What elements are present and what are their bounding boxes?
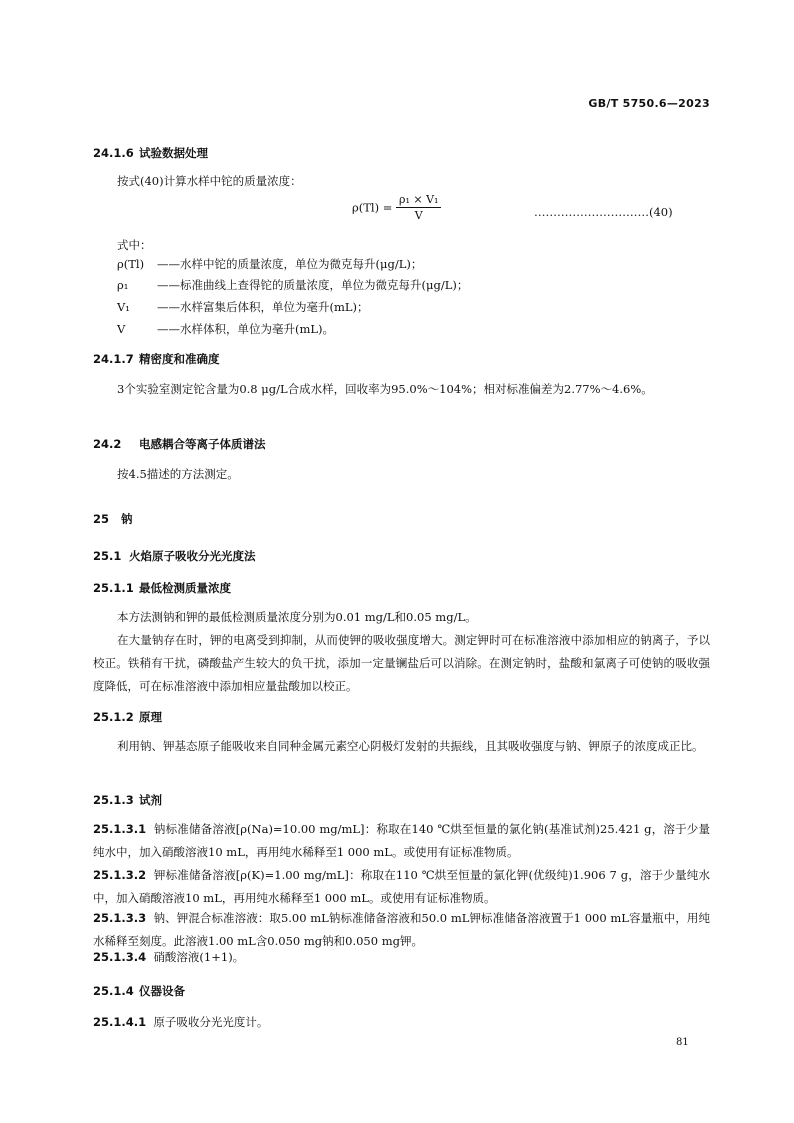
section-25-heading [93, 511, 133, 527]
section-number: 25.1.2 [93, 710, 134, 724]
item-text: 原子吸收分光光度计。 [153, 1015, 269, 1029]
variable-symbol: V₁ [117, 300, 130, 314]
page-number: 81 [676, 1037, 689, 1048]
where-label: 式中： [117, 238, 152, 252]
section-title: 钠 [121, 512, 133, 526]
section-25-1-2-heading [93, 709, 162, 725]
section-title: 仪器设备 [139, 984, 185, 998]
variable-definition [117, 318, 334, 341]
variable-definition [117, 274, 468, 297]
item-text: 硝酸溶液(1+1)。 [153, 950, 245, 964]
section-title: 原理 [139, 710, 162, 724]
item-text: 钠标准储备溶液[ρ(Na)=10.00 mg/mL]：称取在140 ℃烘至恒量的氯化钠(基准试剂)25.421 g，溶于少量纯水中，加入硝酸溶液10 mL，再用纯水稀释至1 000 mL。或使用有证标准物质。 [93, 822, 711, 859]
formula-reference: …………………………(40) [534, 205, 673, 219]
item-number: 25.1.3.2 [93, 868, 147, 882]
principle-paragraph: 利用钠、钾基态原子能吸收来自同种金属元素空心阴极灯发射的共振线，且其吸收强度与钠、钾原子的浓度成正比。 [117, 739, 704, 753]
formula-denominator: V [414, 209, 423, 222]
variable-symbol: ρ(Tl) [117, 257, 145, 271]
reagent-item [93, 818, 710, 864]
standard-number: GB/T 5750.6—2023 [588, 97, 710, 110]
item-number: 25.1.4.1 [93, 1015, 147, 1029]
interference-paragraph: 在大量钠存在时，钾的电离受到抑制，从而使钾的吸收强度增大。测定钾时可在标准溶液中添加相应的钠离子，予以校正。铁稍有干扰，磷酸盐产生较大的负干扰，添加一定量镧盐后可以消除。在测定钠时，盐酸和氯离子可使钠的吸收强度降低，可在标准溶液中添加相应量盐酸加以校正。 [93, 633, 710, 693]
section-number: 24.1.6 [93, 146, 134, 160]
section-title: 试剂 [139, 793, 162, 807]
variable-definition [117, 253, 422, 276]
variable-symbol: V [117, 322, 126, 336]
item-number: 25.1.3.3 [93, 911, 147, 925]
variable-description: ——标准曲线上查得铊的质量浓度，单位为微克每升(μg/L)； [157, 278, 469, 292]
section-title: 试验数据处理 [139, 146, 208, 160]
section-number: 24.1.7 [93, 352, 134, 366]
detection-limit-paragraph: 本方法测钠和钾的最低检测质量浓度分别为0.01 mg/L和0.05 mg/L。 [117, 610, 477, 624]
section-24-1-6-heading [93, 145, 208, 161]
item-text: 钠、钾混合标准溶液：取5.00 mL钠标准储备溶液和50.0 mL钾标准储备溶液置于1 000 mL容量瓶中，用纯水稀释至刻度。此溶液1.00 mL含0.050 mg钠和0.050 mg钾。 [93, 911, 710, 948]
formula-lhs: ρ(Tl) = [352, 200, 393, 215]
variable-description: ——水样中铊的质量浓度，单位为微克每升(μg/L)； [157, 257, 423, 271]
formula-numerator: ρ₁ × V₁ [396, 193, 441, 208]
section-title: 电感耦合等离子体质谱法 [139, 437, 266, 451]
section-number: 25 [93, 512, 110, 526]
reagent-item [93, 946, 710, 969]
section-24-2-heading [93, 436, 266, 452]
section-number: 25.1.1 [93, 581, 134, 595]
section-25-1-heading [93, 548, 256, 564]
instrument-item [93, 1011, 710, 1034]
item-number: 25.1.3.4 [93, 950, 147, 964]
formula-intro: 按式(40)计算水样中铊的质量浓度： [117, 174, 302, 188]
item-number: 25.1.3.1 [93, 822, 147, 836]
method-paragraph: 按4.5描述的方法测定。 [117, 467, 239, 481]
variable-description: ——水样体积，单位为毫升(mL)。 [157, 322, 335, 336]
section-number: 24.2 [93, 437, 122, 451]
section-25-1-3-heading [93, 792, 162, 808]
section-24-1-7-heading [93, 351, 220, 367]
section-title: 精密度和准确度 [139, 352, 220, 366]
precision-paragraph: 3个实验室测定铊含量为0.8 μg/L合成水样，回收率为95.0%～104%；相对标准偏差为2.77%～4.6%。 [117, 382, 653, 396]
section-number: 25.1.3 [93, 793, 134, 807]
section-25-1-1-heading [93, 580, 231, 596]
section-title: 火焰原子吸收分光光度法 [129, 549, 256, 563]
section-title: 最低检测质量浓度 [139, 581, 231, 595]
item-text: 钾标准储备溶液[ρ(K)=1.00 mg/mL]：称取在110 ℃烘至恒量的氯化钾(优级纯)1.906 7 g，溶于少量纯水中，加入硝酸溶液10 mL，再用纯水稀释至1 000 mL。或使用有证标准物质。 [93, 868, 711, 905]
reagent-item [93, 864, 710, 910]
variable-description: ——水样富集后体积，单位为毫升(mL)； [157, 300, 369, 314]
section-number: 25.1 [93, 549, 122, 563]
section-25-1-4-heading [93, 983, 185, 999]
variable-definition [117, 296, 369, 319]
variable-symbol: ρ₁ [117, 278, 129, 292]
formula-40 [352, 193, 441, 222]
formula-fraction [396, 193, 441, 222]
section-number: 25.1.4 [93, 984, 134, 998]
